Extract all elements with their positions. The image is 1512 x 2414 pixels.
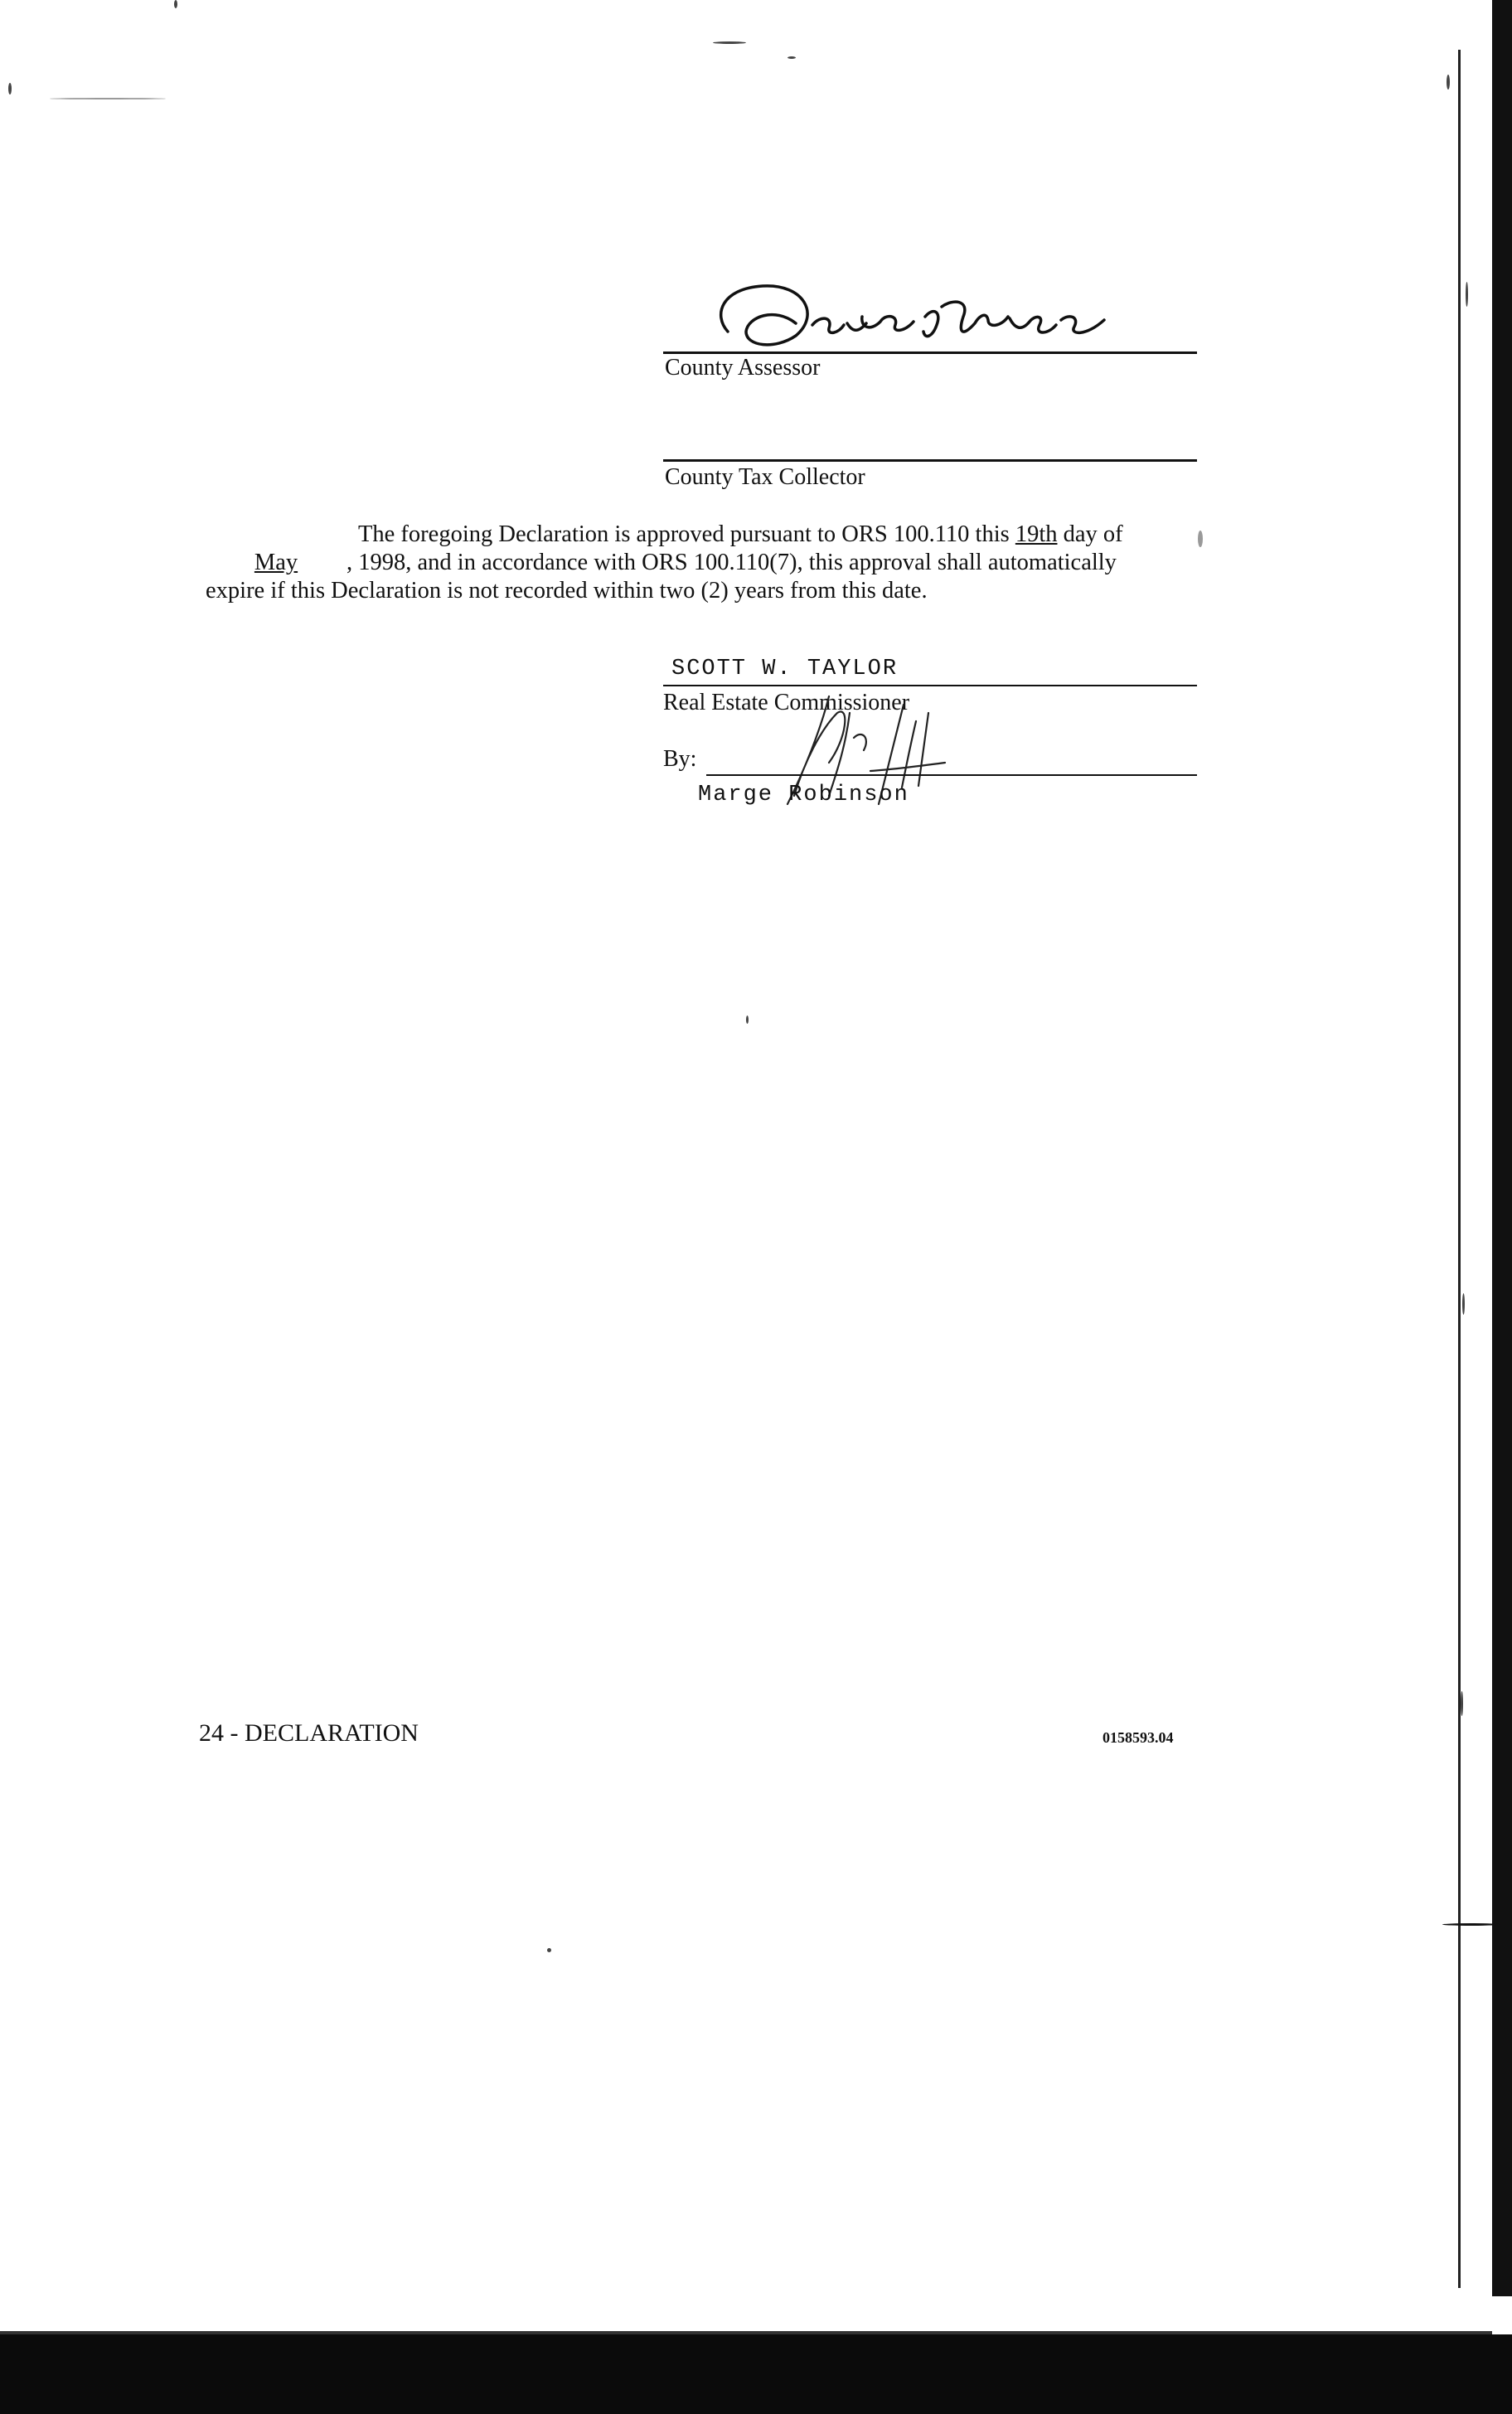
approval-day: 19th (1015, 521, 1058, 547)
scan-edge-bottom (0, 2334, 1512, 2414)
approval-line-1-suffix: day of (1057, 521, 1123, 547)
signer-name: Marge Robinson (698, 783, 909, 807)
scan-edge-line (1458, 50, 1461, 2288)
scan-speck (788, 56, 796, 59)
scan-speck (713, 41, 746, 44)
scan-speck (50, 98, 166, 99)
document-number: 0158593.04 (1102, 1729, 1174, 1746)
scan-speck (1198, 531, 1203, 547)
scan-speck (174, 0, 177, 8)
scan-speck (1442, 1923, 1500, 1926)
approval-line-2-suffix: , 1998, and in accordance with ORS 100.110(7), this approval shall automatically (346, 550, 1117, 575)
scan-speck (746, 1016, 749, 1024)
scan-speck (1466, 282, 1468, 307)
tax-collector-title: County Tax Collector (665, 464, 865, 490)
approval-month: May (254, 550, 298, 575)
commissioner-title: Real Estate Commissioner (663, 690, 910, 715)
approval-line-1-prefix: The foregoing Declaration is approved pursuant to ORS 100.110 this (358, 521, 1015, 547)
approval-line-2 (206, 549, 1117, 577)
scan-speck (8, 83, 12, 95)
scan-speck (1461, 1691, 1463, 1716)
by-signature-line (706, 774, 1197, 776)
scan-speck (1447, 75, 1450, 90)
by-label: By: (663, 746, 697, 772)
approval-line-3: expire if this Declaration is not recorded within two (2) years from this date. (206, 578, 928, 604)
commissioner-name: SCOTT W. TAYLOR (671, 657, 899, 681)
tax-collector-signature-line (663, 459, 1197, 462)
assessor-title: County Assessor (665, 355, 821, 381)
page-label: 24 - DECLARATION (199, 1719, 419, 1747)
scan-speck (547, 1948, 551, 1952)
assessor-signature-line (663, 351, 1197, 354)
scan-edge-right (1492, 0, 1512, 2296)
scan-speck (1462, 1293, 1465, 1315)
approval-line-1 (358, 521, 1123, 549)
